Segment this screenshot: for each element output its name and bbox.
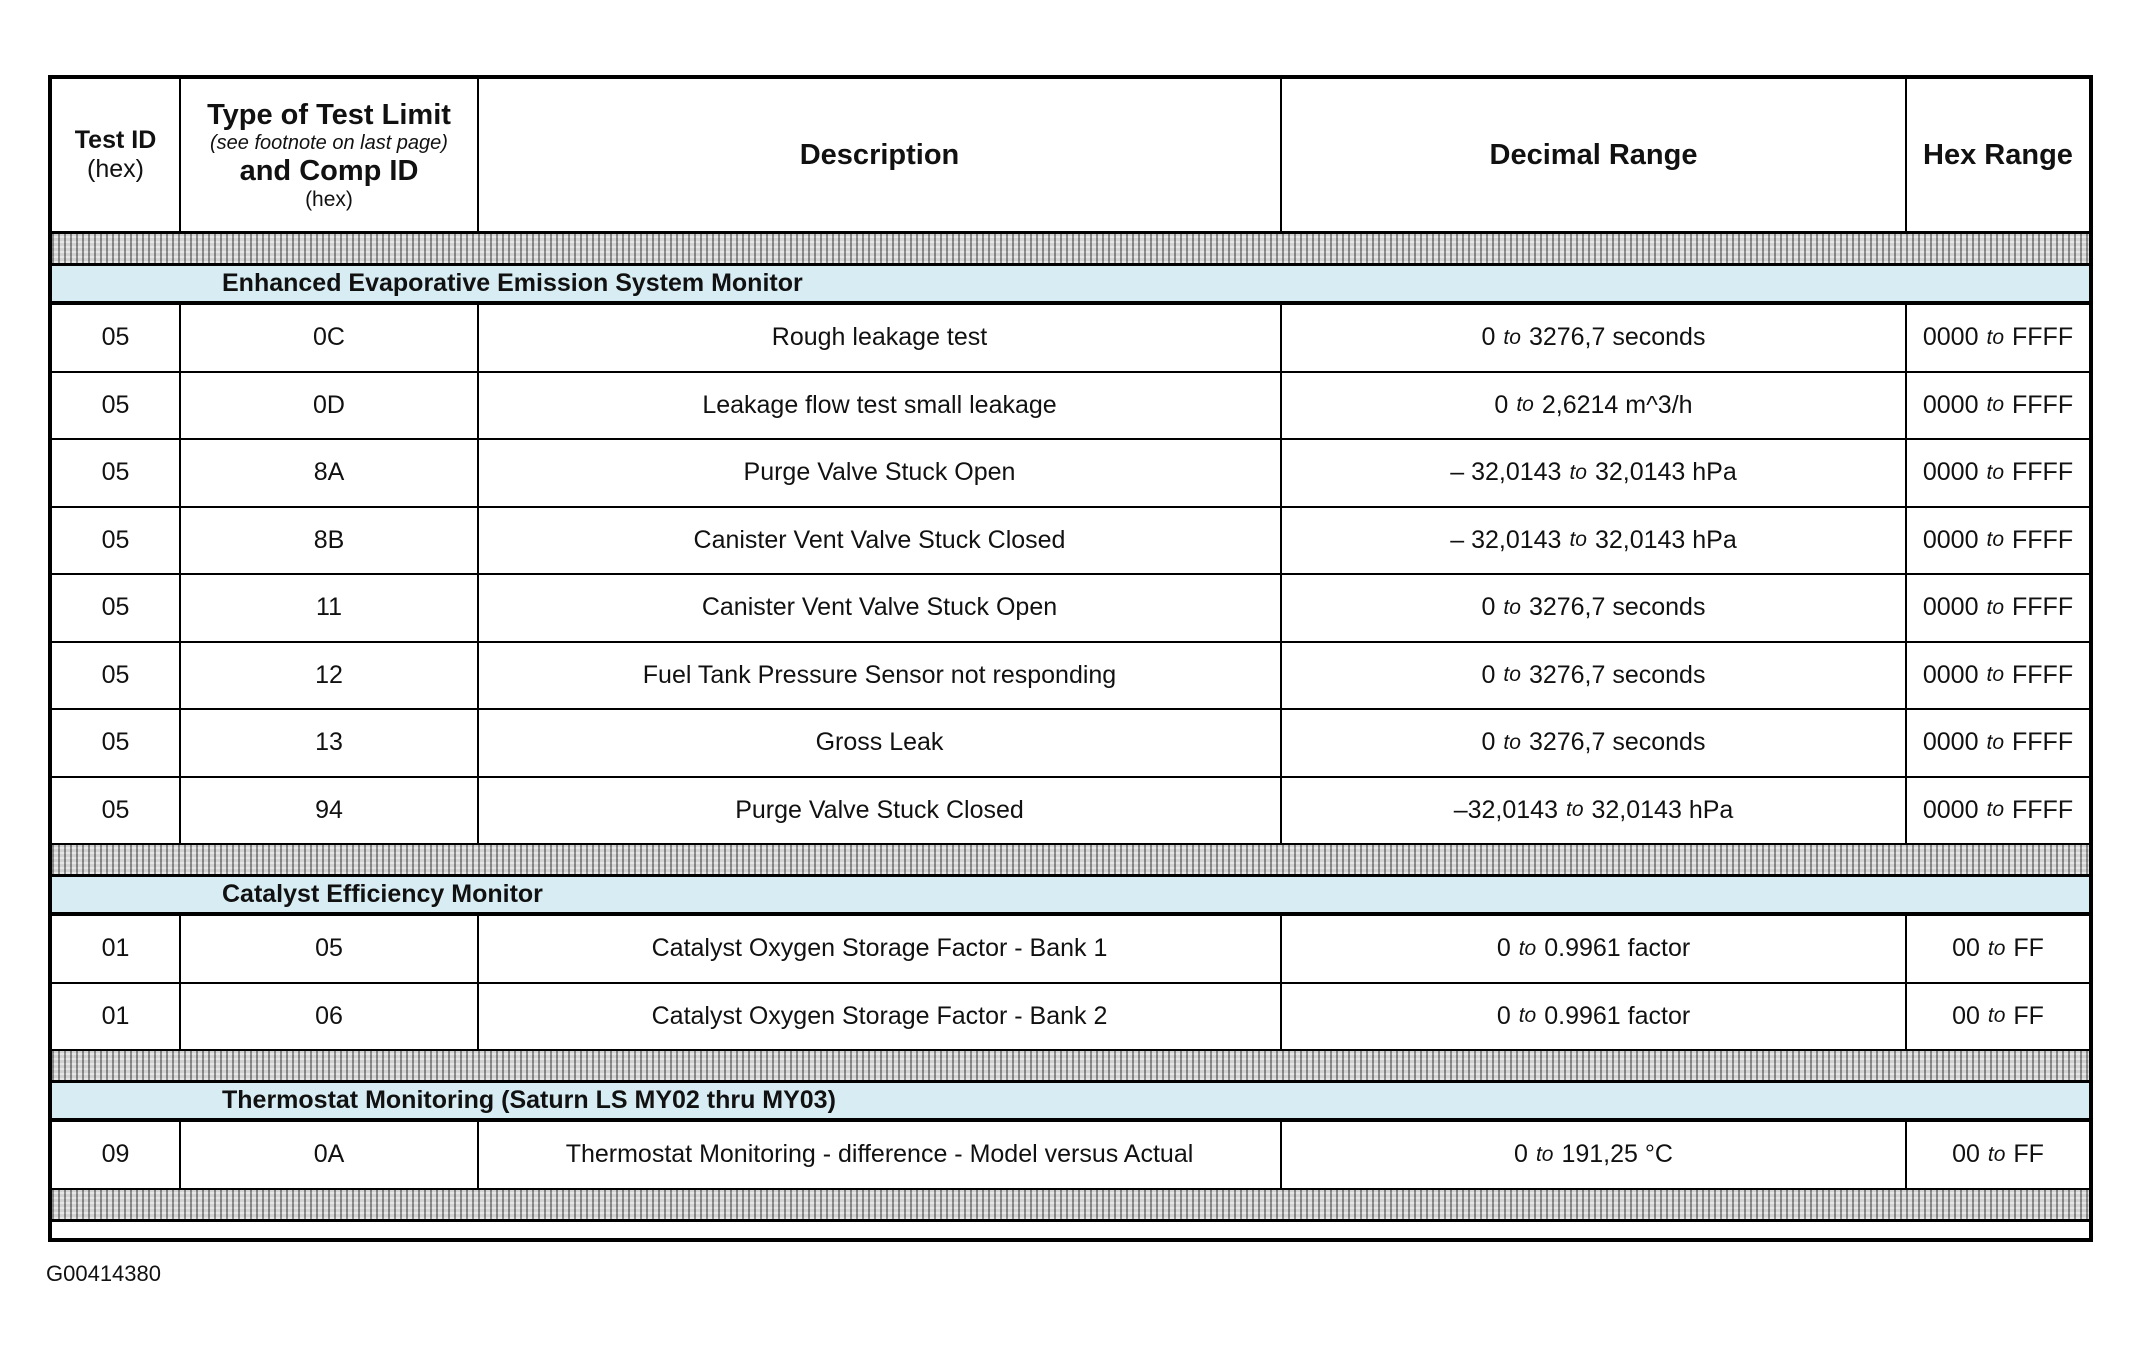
- section-header: [52, 266, 2089, 305]
- table-row: [52, 984, 2089, 1052]
- cell-description: [479, 508, 1282, 574]
- range-word: to: [1986, 595, 2005, 619]
- dec-from: 0: [1481, 660, 1496, 689]
- test-id-value: 05: [101, 323, 130, 352]
- header-hex-range: [1907, 79, 2089, 231]
- table-row: [52, 440, 2089, 508]
- hex-from: 0000: [1922, 660, 1979, 689]
- header-hex-range-label: Hex Range: [1923, 138, 2073, 171]
- dec-to: 32,0143 hPa: [1594, 525, 1737, 554]
- hex-to: FFFF: [2012, 323, 2074, 352]
- test-id-value: 05: [101, 525, 130, 554]
- range-word: to: [1569, 460, 1587, 484]
- cell-hex: [1907, 373, 2089, 439]
- hex-to: FFFF: [2012, 525, 2074, 554]
- description-value: Gross Leak: [815, 728, 944, 757]
- header-test-id: [52, 79, 181, 231]
- comp-id-value: 0C: [313, 323, 345, 352]
- cell-test-id: [52, 984, 181, 1050]
- table-row: [52, 710, 2089, 778]
- cell-test-id: [52, 440, 181, 506]
- header-description: [479, 79, 1282, 231]
- section-title: Enhanced Evaporative Emission System Monitor: [222, 269, 803, 297]
- range-word: to: [1569, 528, 1587, 552]
- section-header: [52, 1083, 2089, 1122]
- cell-test-id: [52, 710, 181, 776]
- table-row: [52, 305, 2089, 373]
- range-word: to: [1503, 730, 1521, 754]
- dec-to: 3276,7 seconds: [1528, 323, 1706, 352]
- cell-dec: [1282, 440, 1907, 506]
- cell-hex: [1907, 575, 2089, 641]
- comp-id-value: 94: [315, 795, 343, 824]
- cell-hex: [1907, 508, 2089, 574]
- hex-from: 00: [1952, 934, 1980, 963]
- comp-id-value: 0A: [313, 1140, 345, 1169]
- table-header: [52, 79, 2089, 234]
- hex-from: 0000: [1922, 525, 1979, 554]
- cell-description: [479, 916, 1282, 982]
- cell-dec: [1282, 1122, 1907, 1188]
- range-word: to: [1518, 936, 1537, 960]
- hex-from: 0000: [1922, 458, 1979, 487]
- cell-test-id: [52, 916, 181, 982]
- header-description-label: Description: [799, 138, 960, 171]
- dec-from: –32,0143: [1453, 795, 1558, 824]
- comp-id-value: 12: [315, 660, 343, 689]
- dec-to: 3276,7 seconds: [1528, 728, 1706, 757]
- table-row: [52, 778, 2089, 846]
- dec-to: 3276,7 seconds: [1528, 593, 1706, 622]
- test-id-value: 01: [101, 1001, 130, 1030]
- header-test-id-unit: (hex): [87, 155, 144, 183]
- dec-from: 0: [1481, 728, 1496, 757]
- range-word: to: [1986, 460, 2005, 484]
- cell-test-id: [52, 1122, 181, 1188]
- cell-hex: [1907, 643, 2089, 709]
- cell-dec: [1282, 916, 1907, 982]
- header-decimal-range-label: Decimal Range: [1489, 138, 1698, 171]
- cell-description: [479, 575, 1282, 641]
- range-word: to: [1503, 663, 1521, 687]
- comp-id-value: 8B: [313, 525, 345, 554]
- range-word: to: [1518, 1004, 1537, 1028]
- dec-to: 0.9961 factor: [1544, 1001, 1691, 1030]
- range-word: to: [1987, 1004, 2006, 1028]
- cell-dec: [1282, 305, 1907, 371]
- range-word: to: [1986, 798, 2005, 822]
- hex-from: 0000: [1922, 795, 1979, 824]
- cell-description: [479, 1122, 1282, 1188]
- hex-from: 0000: [1922, 390, 1979, 419]
- figure-caption: G00414380: [46, 1261, 161, 1286]
- test-id-value: 01: [101, 934, 130, 963]
- dec-from: – 32,0143: [1450, 525, 1562, 554]
- hex-to: FFFF: [2012, 795, 2074, 824]
- table-row: [52, 373, 2089, 441]
- header-type-line1: Type of Test Limit: [207, 98, 451, 131]
- cell-dec: [1282, 373, 1907, 439]
- description-value: Leakage flow test small leakage: [702, 390, 1057, 419]
- range-word: to: [1986, 528, 2005, 552]
- cell-comp-id: [181, 440, 479, 506]
- table-row: [52, 575, 2089, 643]
- cell-dec: [1282, 643, 1907, 709]
- cell-description: [479, 778, 1282, 844]
- dec-from: 0: [1481, 593, 1496, 622]
- description-value: Canister Vent Valve Stuck Closed: [693, 525, 1066, 554]
- dec-from: 0: [1481, 323, 1496, 352]
- cell-hex: [1907, 305, 2089, 371]
- range-word: to: [1565, 798, 1584, 822]
- table-row: [52, 1122, 2089, 1190]
- cell-comp-id: [181, 778, 479, 844]
- test-id-value: 05: [101, 593, 130, 622]
- description-value: Purge Valve Stuck Open: [743, 458, 1016, 487]
- cell-test-id: [52, 643, 181, 709]
- comp-id-value: 11: [316, 593, 342, 622]
- range-word: to: [1503, 325, 1521, 349]
- range-word: to: [1986, 663, 2005, 687]
- section-divider: [52, 1051, 2089, 1083]
- test-id-value: 05: [101, 795, 130, 824]
- cell-dec: [1282, 778, 1907, 844]
- cell-comp-id: [181, 305, 479, 371]
- comp-id-value: 05: [315, 934, 343, 963]
- hex-to: FFFF: [2012, 660, 2074, 689]
- cell-comp-id: [181, 508, 479, 574]
- hex-to: FFFF: [2012, 593, 2074, 622]
- cell-comp-id: [181, 710, 479, 776]
- cell-hex: [1907, 440, 2089, 506]
- cell-comp-id: [181, 373, 479, 439]
- range-word: to: [1986, 393, 2005, 417]
- section-divider: [52, 1190, 2089, 1222]
- description-value: Catalyst Oxygen Storage Factor - Bank 1: [651, 934, 1108, 963]
- table-row: [52, 508, 2089, 576]
- description-value: Thermostat Monitoring - difference - Model versus Actual: [565, 1140, 1194, 1169]
- hex-to: FF: [2013, 934, 2044, 963]
- range-word: to: [1503, 595, 1521, 619]
- table-row: [52, 643, 2089, 711]
- cell-hex: [1907, 710, 2089, 776]
- range-word: to: [1987, 936, 2006, 960]
- cell-hex: [1907, 1122, 2089, 1188]
- header-type-comp-id: [181, 79, 479, 231]
- cell-description: [479, 373, 1282, 439]
- hex-to: FFFF: [2012, 728, 2074, 757]
- dec-from: 0: [1494, 390, 1509, 419]
- cell-dec: [1282, 710, 1907, 776]
- description-value: Canister Vent Valve Stuck Open: [701, 593, 1058, 622]
- header-type-unit: (hex): [305, 187, 353, 211]
- cell-comp-id: [181, 643, 479, 709]
- header-decimal-range: [1282, 79, 1907, 231]
- cell-description: [479, 440, 1282, 506]
- comp-id-value: 06: [315, 1001, 343, 1030]
- test-id-value: 05: [101, 390, 130, 419]
- hex-to: FFFF: [2012, 390, 2074, 419]
- cell-test-id: [52, 778, 181, 844]
- hex-from: 0000: [1922, 323, 1979, 352]
- section-divider: [52, 234, 2089, 266]
- description-value: Rough leakage test: [771, 323, 988, 352]
- cell-dec: [1282, 984, 1907, 1050]
- cell-comp-id: [181, 1122, 479, 1188]
- range-word: to: [1516, 393, 1534, 417]
- table-row: [52, 916, 2089, 984]
- section-header: [52, 877, 2089, 916]
- section-title: Thermostat Monitoring (Saturn LS MY02 thru MY03): [222, 1086, 836, 1114]
- cell-description: [479, 643, 1282, 709]
- cell-test-id: [52, 373, 181, 439]
- dec-to: 0.9961 factor: [1544, 934, 1691, 963]
- cell-test-id: [52, 305, 181, 371]
- dec-from: 0: [1496, 1001, 1511, 1030]
- range-word: to: [1987, 1142, 2006, 1166]
- dec-from: 0: [1496, 934, 1511, 963]
- description-value: Catalyst Oxygen Storage Factor - Bank 2: [651, 1001, 1108, 1030]
- section-title: Catalyst Efficiency Monitor: [222, 880, 543, 908]
- hex-to: FF: [2013, 1140, 2044, 1169]
- test-id-value: 05: [101, 728, 130, 757]
- hex-to: FFFF: [2012, 458, 2074, 487]
- header-type-footnote: (see footnote on last page): [210, 131, 448, 154]
- comp-id-value: 0D: [313, 390, 345, 419]
- comp-id-value: 13: [315, 728, 343, 757]
- obd-test-table: [48, 75, 2093, 1242]
- dec-to: 3276,7 seconds: [1528, 660, 1706, 689]
- section-divider: [52, 845, 2089, 877]
- cell-description: [479, 305, 1282, 371]
- cell-hex: [1907, 778, 2089, 844]
- cell-description: [479, 984, 1282, 1050]
- test-id-value: 05: [101, 660, 130, 689]
- range-word: to: [1535, 1142, 1554, 1166]
- dec-from: 0: [1514, 1140, 1528, 1169]
- hex-from: 0000: [1922, 593, 1979, 622]
- test-id-value: 05: [101, 458, 130, 487]
- dec-to: 32,0143 hPa: [1591, 795, 1734, 824]
- description-value: Fuel Tank Pressure Sensor not responding: [642, 660, 1117, 689]
- cell-hex: [1907, 984, 2089, 1050]
- cell-test-id: [52, 575, 181, 641]
- header-test-id-label: Test ID: [74, 126, 157, 154]
- cell-dec: [1282, 575, 1907, 641]
- dec-to: 191,25 °C: [1561, 1140, 1673, 1169]
- range-word: to: [1986, 730, 2005, 754]
- cell-comp-id: [181, 984, 479, 1050]
- cell-description: [479, 710, 1282, 776]
- dec-to: 2,6214 m^3/h: [1541, 390, 1693, 419]
- hex-from: 00: [1952, 1001, 1980, 1030]
- cell-test-id: [52, 508, 181, 574]
- hex-from: 0000: [1922, 728, 1979, 757]
- cell-dec: [1282, 508, 1907, 574]
- hex-from: 00: [1952, 1140, 1980, 1169]
- cell-hex: [1907, 916, 2089, 982]
- cell-comp-id: [181, 916, 479, 982]
- test-id-value: 09: [101, 1140, 130, 1169]
- dec-to: 32,0143 hPa: [1594, 458, 1737, 487]
- cell-comp-id: [181, 575, 479, 641]
- hex-to: FF: [2013, 1001, 2044, 1030]
- range-word: to: [1986, 325, 2005, 349]
- header-type-line3: and Comp ID: [239, 154, 419, 187]
- description-value: Purge Valve Stuck Closed: [735, 795, 1024, 824]
- comp-id-value: 8A: [313, 458, 345, 487]
- dec-from: – 32,0143: [1450, 458, 1562, 487]
